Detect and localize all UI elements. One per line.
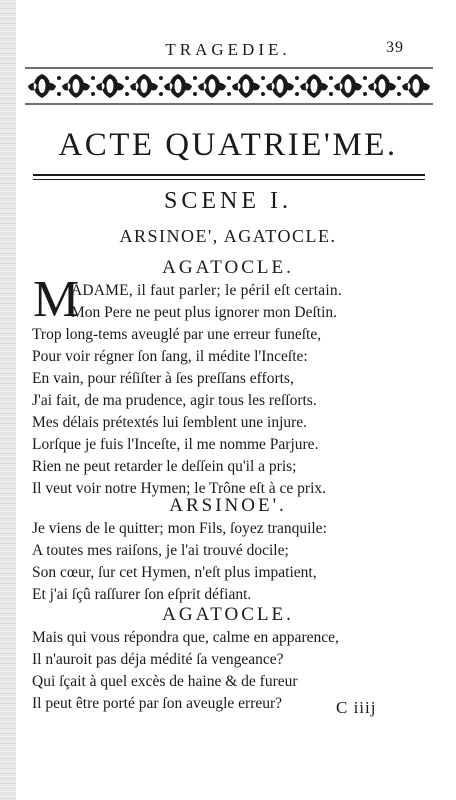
verse-line: Son cœur, ſur cet Hymen, n'eſt plus impatient,	[32, 564, 317, 581]
verse-line: Il veut voir notre Hymen; le Trône eſt à ce prix.	[32, 480, 327, 497]
verse-line: En vain, pour réſiſter à ſes preſſans efforts,	[32, 370, 294, 387]
fleuron-ornament	[397, 74, 430, 98]
fleuron-ornament	[125, 74, 158, 98]
speech-verse-block	[32, 271, 442, 500]
verse-line: J'ai fait, de ma prudence, agir tous les reſſorts.	[32, 392, 317, 409]
verse-line: ADAME, il faut parler; le péril eſt certain.	[71, 282, 342, 299]
fleuron-ornament	[363, 74, 396, 98]
fleuron-ornament	[193, 74, 226, 98]
verse-line: Rien ne peut retarder le deſſein qu'il a pris;	[32, 458, 297, 475]
running-head: TRAGEDIE.	[165, 40, 291, 59]
speaker-name: AGATOCLE.	[162, 257, 294, 278]
act-title: ACTE QUATRIE'ME.	[58, 127, 398, 163]
verse-line: Pour voir régner ſon ſang, il médite l'Inceſte:	[32, 348, 308, 365]
verse-line: A toutes mes raiſons, je l'ai trouvé docile;	[32, 542, 289, 559]
fleuron-ornament	[57, 74, 90, 98]
scene-title: SCENE I.	[164, 188, 292, 214]
verse-line: Lorſque je fuis l'Inceſte, il me nomme Parjure.	[32, 436, 319, 453]
speech-verse-block	[32, 518, 442, 606]
verse-line: Il n'auroit pas déja médité ſa vengeance?	[32, 651, 284, 668]
page-number: 39	[386, 39, 404, 56]
page-gutter-edge	[0, 0, 16, 800]
speaker-name: ARSINOE'.	[169, 495, 287, 516]
verse-line: Trop long-tems aveuglé par une erreur funeſte,	[32, 326, 322, 343]
title-rule-thick	[33, 174, 425, 176]
verse-line: Et j'ai ſçû raſſurer ſon eſprit défiant.	[32, 586, 252, 603]
speech-verse-block	[32, 627, 442, 715]
scene-characters: ARSINOE', AGATOCLE.	[119, 226, 337, 246]
verse-line: Qui ſçait à quel excès de haine & de fureur	[32, 673, 298, 690]
fleuron-ornament	[227, 74, 260, 98]
verse-line: Je viens de le quitter; mon Fils, ſoyez tranquile:	[32, 520, 327, 537]
fleuron-ornament	[28, 74, 56, 98]
fleuron-ornament	[159, 74, 192, 98]
verse-line: Mais qui vous répondra que, calme en apparence,	[32, 629, 339, 646]
fleuron-ornament	[91, 74, 124, 98]
printers-ornament-band	[25, 66, 433, 106]
catchword-signature: C iiij	[336, 698, 377, 717]
speaker-name: AGATOCLE.	[162, 604, 294, 625]
fleuron-ornament	[295, 74, 328, 98]
fleuron-ornament	[329, 74, 362, 98]
verse-line: Mes délais prétextés lui ſemblent une injure.	[32, 414, 308, 431]
fleuron-ornament	[261, 74, 294, 98]
title-rule-thin	[33, 179, 425, 180]
verse-line: Il peut être porté par ſon aveugle erreur?	[32, 695, 283, 712]
verse-line: Mon Pere ne peut plus ignorer mon Deſtin.	[71, 304, 338, 321]
drop-cap: M	[33, 271, 80, 328]
